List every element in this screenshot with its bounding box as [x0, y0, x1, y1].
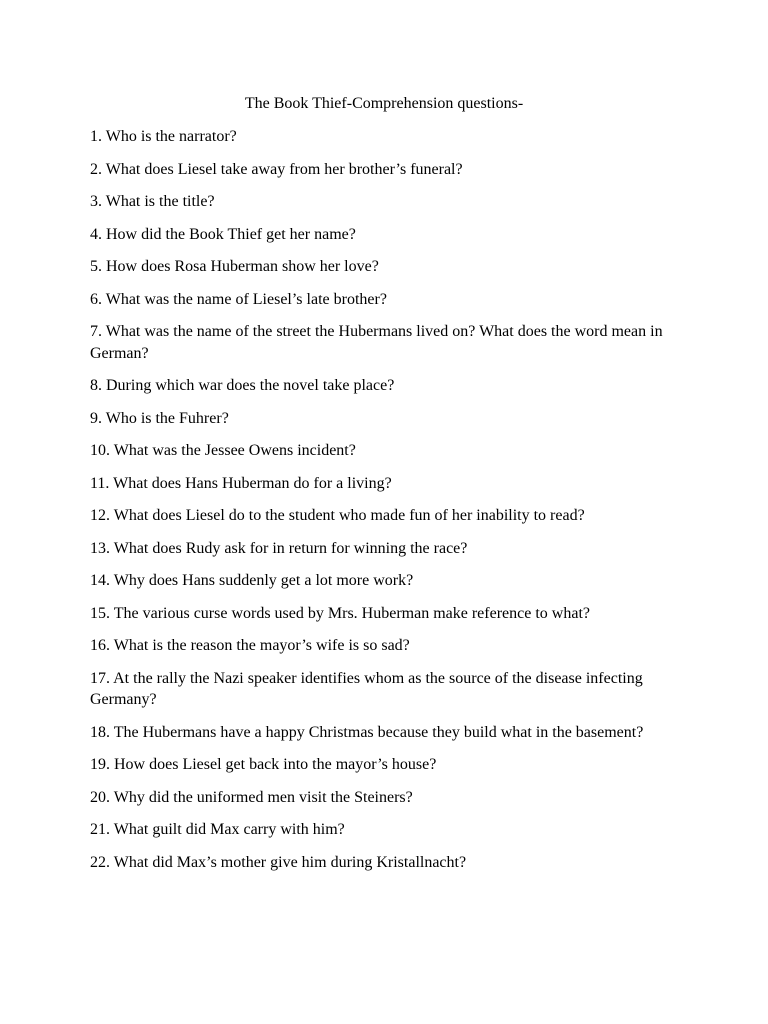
question-13: 13. What does Rudy ask for in return for winning the race? [90, 539, 468, 557]
question-6: 6. What was the name of Liesel’s late brother? [90, 290, 387, 308]
question-21: 21. What guilt did Max carry with him? [90, 821, 345, 838]
question-10: 10. What was the Jessee Owens incident? [90, 442, 356, 459]
question-7: 7. What was the name of the street the Hubermans lived on? What does the word mean in German? [90, 323, 663, 362]
question-22: 22. What did Max’s mother give him during Kristallnacht? [90, 853, 467, 871]
question-3: 3. What is the title? [90, 193, 215, 210]
document-title: The Book Thief-Comprehension questions- [244, 95, 524, 112]
question-19: 19. How does Liesel get back into the mayor’s house? [90, 756, 437, 773]
question-2: 2. What does Liesel take away from her brother’s funeral? [90, 160, 463, 178]
question-4: 4. How did the Book Thief get her name? [90, 225, 356, 243]
question-15: 15. The various curse words used by Mrs. Huberman make reference to what? [90, 604, 590, 622]
question-11: 11. What does Hans Huberman do for a living? [90, 474, 392, 492]
question-9: 9. Who is the Fuhrer? [90, 409, 229, 427]
question-20: 20. Why did the uniformed men visit the Steiners? [90, 788, 413, 806]
question-18: 18. The Hubermans have a happy Christmas because they build what in the basement? [90, 723, 644, 741]
question-8: 8. During which war does the novel take place? [90, 377, 395, 394]
question-17: 17. At the rally the Nazi speaker identifies whom as the source of the disease infecting Germany? [90, 669, 643, 708]
question-1: 1. Who is the narrator? [90, 128, 237, 145]
question-12: 12. What does Liesel do to the student who made fun of her inability to read? [90, 507, 585, 524]
question-list [90, 126, 680, 884]
question-16: 16. What is the reason the mayor’s wife is so sad? [90, 637, 410, 654]
question-14: 14. Why does Hans suddenly get a lot more work? [90, 572, 414, 589]
question-5: 5. How does Rosa Huberman show her love? [90, 258, 379, 275]
